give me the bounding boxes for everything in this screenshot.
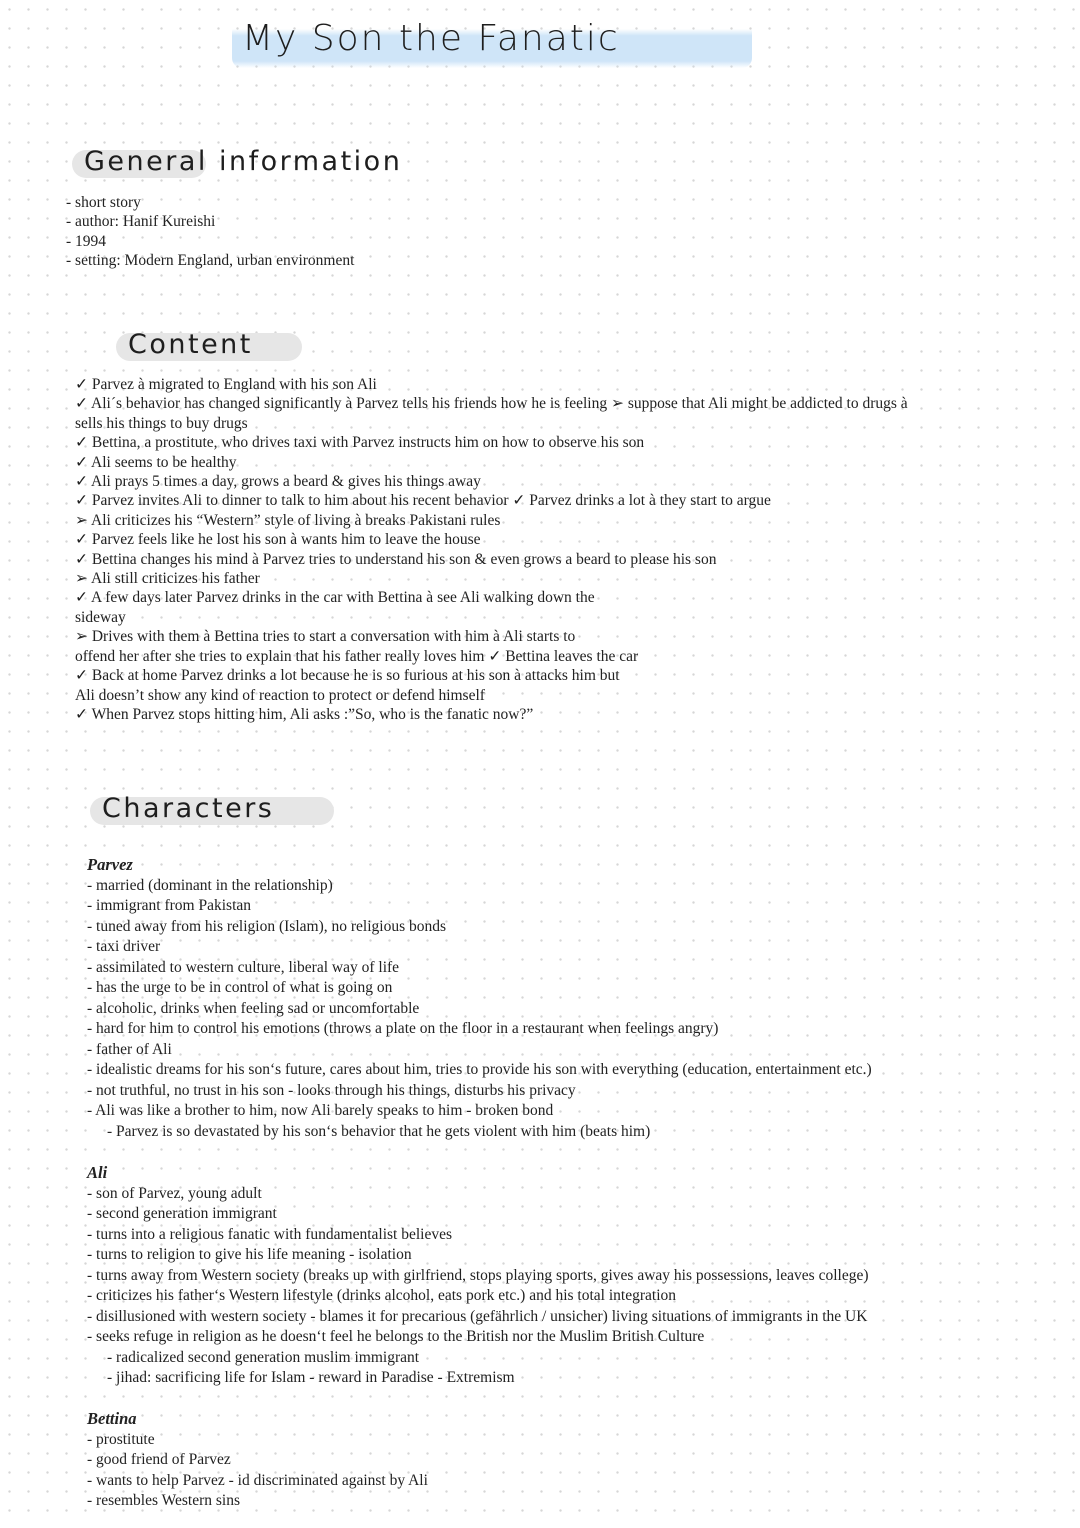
- list-item: - Parvez is so devastated by his son‘s behavior that he gets violent with him (beats him): [107, 1122, 651, 1140]
- list-item: ➢ Ali criticizes his “Western” style of living à breaks Pakistani rules: [75, 511, 501, 529]
- general-heading: General information: [72, 150, 206, 178]
- character-bettina: [87, 1409, 428, 1512]
- list-item: ➢ Drives with them à Bettina tries to start a conversation with him à Ali starts to: [75, 628, 576, 646]
- list-item: - alcoholic, drinks when feeling sad or uncomfortable: [87, 999, 420, 1017]
- list-item: ✓ Parvez invites Ali to dinner to talk to him about his recent behavior ✓ Parvez drinks a lot à they start to argue: [75, 492, 771, 510]
- character-parvez: [87, 855, 872, 1142]
- list-item: ✓ Back at home Parvez drinks a lot because he is so furious at his son à attacks him but: [75, 667, 620, 685]
- general-info-list: [66, 193, 354, 271]
- list-item: - seeks refuge in religion as he doesn‘t feel he belongs to the British nor the Muslim British Culture: [87, 1328, 705, 1345]
- list-item: - father of Ali: [87, 1040, 172, 1058]
- list-item: - second generation immigrant: [87, 1205, 277, 1222]
- list-item: - turns to religion to give his life meaning - isolation: [87, 1246, 412, 1263]
- list-item: - married (dominant in the relationship): [87, 876, 333, 894]
- list-item: - disillusioned with western society - blames it for precarious (gefährlich / unsicher) living situations of immigrants in the UK: [87, 1307, 868, 1325]
- list-item: ✓ A few days later Parvez drinks in the car with Bettina à see Ali walking down the: [75, 589, 595, 607]
- list-item: - jihad: sacrificing life for Islam - reward in Paradise - Extremism: [107, 1369, 515, 1386]
- list-item: - radicalized second generation muslim immigrant: [107, 1348, 420, 1366]
- list-item: ✓ Bettina, a prostitute, who drives taxi with Parvez instructs him on how to observe his son: [75, 434, 645, 452]
- list-item: offend her after she tries to explain that his father really loves him ✓ Bettina leaves the car: [75, 647, 639, 665]
- list-item: - idealistic dreams for his son‘s future, cares about him, tries to provide his son with everything (education, entertainment etc.): [87, 1061, 872, 1078]
- content-heading: Content: [116, 333, 302, 361]
- list-item: - has the urge to be in control of what is going on: [87, 979, 393, 996]
- content-list: [75, 375, 908, 724]
- list-item: ✓ Parvez à migrated to England with his son Ali: [75, 376, 377, 393]
- list-item: - setting: Modern England, urban environment: [66, 252, 355, 270]
- character-ali: [87, 1163, 869, 1389]
- list-item: ✓ Ali prays 5 times a day, grows a beard & gives his things away: [75, 473, 481, 491]
- list-item: ➢ Ali still criticizes his father: [75, 570, 260, 588]
- character-name: Parvez: [87, 855, 133, 874]
- list-item: ✓ Ali seems to be healthy: [75, 453, 237, 471]
- list-item: - Ali was like a brother to him, now Ali barely speaks to him - broken bond: [87, 1102, 554, 1119]
- list-item: sells his things to buy drugs: [75, 414, 248, 432]
- list-item: - prostitute: [87, 1430, 155, 1448]
- page-title-text: My Son the Fanatic: [242, 18, 620, 59]
- list-item: - turns into a religious fanatic with fundamentalist believes: [87, 1225, 453, 1243]
- character-name: Bettina: [87, 1409, 137, 1428]
- characters-heading: Characters: [90, 797, 334, 825]
- list-item: Ali doesn’t show any kind of reaction to protect or defend himself: [75, 686, 485, 704]
- list-item: - author: Hanif Kureishi: [66, 213, 216, 231]
- list-item: ✓ Ali´s behavior has changed significantly à Parvez tells his friends how he is feeling ➢ suppose that Ali might be addicted to drugs à: [75, 395, 908, 413]
- list-item: ✓ Bettina changes his mind à Parvez tries to understand his son & even grows a beard to please his son: [75, 550, 717, 568]
- list-item: - wants to help Parvez - id discriminated against by Ali: [87, 1471, 428, 1489]
- page-title: [232, 18, 752, 68]
- list-item: - not truthful, no trust in his son - looks through his things, disturbs his privacy: [87, 1081, 576, 1099]
- character-name: Ali: [87, 1163, 108, 1182]
- list-item: - short story: [66, 194, 141, 211]
- list-item: - turns away from Western society (breaks up with girlfriend, stops playing sports, gives away his possessions, leaves college): [87, 1266, 869, 1284]
- list-item: - son of Parvez, young adult: [87, 1184, 262, 1202]
- list-item: - tuned away from his religion (Islam), no religious bonds: [87, 917, 447, 935]
- list-item: ✓ When Parvez stops hitting him, Ali asks :”So, who is the fanatic now?”: [75, 705, 534, 723]
- list-item: - immigrant from Pakistan: [87, 897, 252, 914]
- list-item: - taxi driver: [87, 938, 161, 955]
- list-item: - good friend of Parvez: [87, 1451, 231, 1468]
- list-item: ✓ Parvez feels like he lost his son à wants him to leave the house: [75, 531, 481, 549]
- list-item: - hard for him to control his emotions (throws a plate on the floor in a restaurant when feelings angry): [87, 1020, 719, 1037]
- list-item: - assimilated to western culture, liberal way of life: [87, 958, 400, 976]
- list-item: - 1994: [66, 232, 107, 250]
- list-item: - resembles Western sins: [87, 1492, 241, 1509]
- list-item: sideway: [75, 608, 126, 626]
- list-item: - criticizes his father‘s Western lifestyle (drinks alcohol, eats pork etc.) and his total integration: [87, 1287, 676, 1304]
